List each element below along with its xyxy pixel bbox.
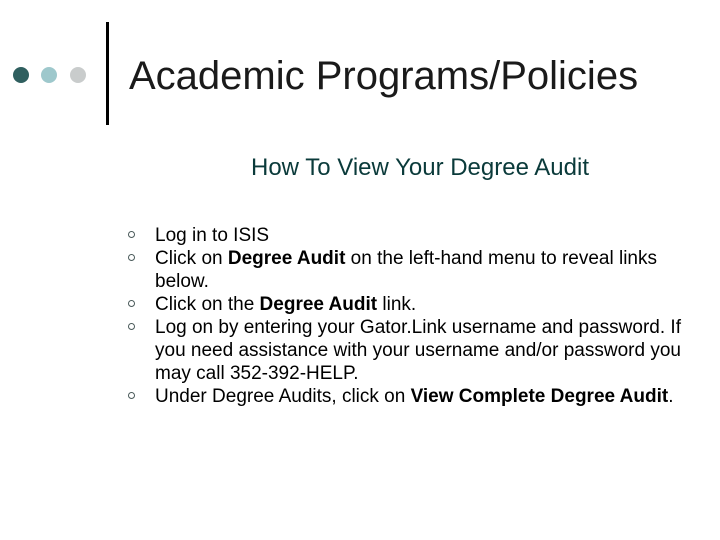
- steps-list: [128, 224, 688, 408]
- step-text-pre: Under Degree Audits, click on: [155, 386, 411, 407]
- step-item: [128, 316, 688, 385]
- step-item: [128, 224, 688, 247]
- step-item: [128, 293, 688, 316]
- title-divider: [106, 22, 109, 125]
- light-teal-dot-icon: [41, 67, 57, 83]
- step-item: [128, 247, 688, 293]
- step-text-bold: Degree Audit: [227, 248, 346, 269]
- step-item: [128, 385, 688, 408]
- step-text: Log in to ISIS: [155, 225, 270, 246]
- hollow-circle-bullet-icon: [128, 323, 135, 330]
- hollow-circle-bullet-icon: [128, 392, 135, 399]
- dark-teal-dot-icon: [13, 67, 29, 83]
- step-text-post: on the left-hand menu to reveal links below.: [155, 248, 657, 292]
- step-text: Log on by entering your Gator.Link username and password. If you need assistance with your username and/or password you may call 352-392-HELP.: [155, 317, 681, 384]
- step-text-pre: Click on the: [155, 294, 260, 315]
- slide-title: Academic Programs/Policies: [129, 54, 639, 98]
- gray-dot-icon: [70, 67, 86, 83]
- hollow-circle-bullet-icon: [128, 300, 135, 307]
- step-text-bold: View Complete Degree Audit: [410, 386, 669, 407]
- step-text-post: .: [668, 386, 674, 407]
- hollow-circle-bullet-icon: [128, 231, 135, 238]
- slide-subtitle: How To View Your Degree Audit: [250, 154, 589, 181]
- step-text-bold: Degree Audit: [259, 294, 378, 315]
- step-text-pre: Click on: [155, 248, 228, 269]
- step-text-post: link.: [377, 294, 417, 315]
- hollow-circle-bullet-icon: [128, 254, 135, 261]
